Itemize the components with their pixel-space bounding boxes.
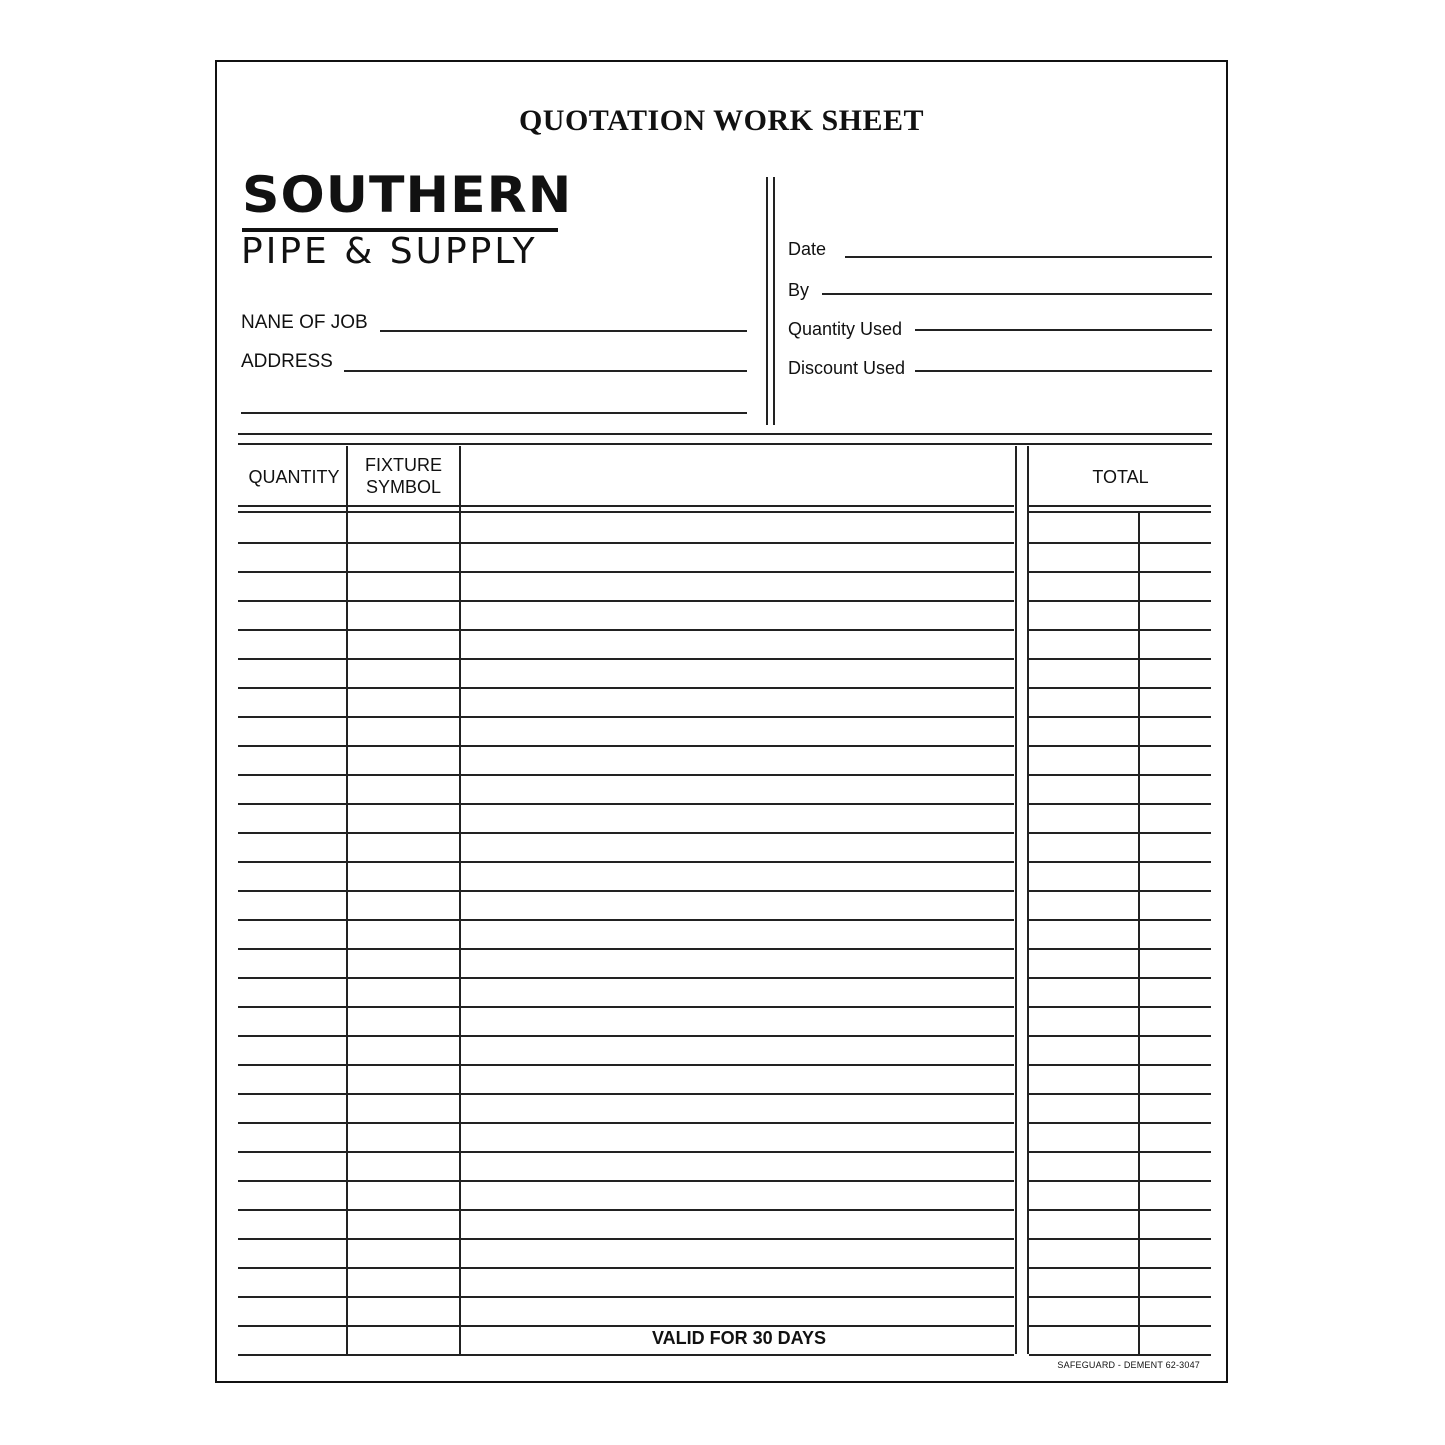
table-row-line	[238, 774, 1014, 776]
quotation-sheet	[215, 60, 1228, 1383]
table-top-rule-2	[238, 443, 1212, 445]
total-row-line	[1029, 803, 1211, 805]
total-row-line	[1029, 890, 1211, 892]
quantity-used-field[interactable]	[915, 329, 1212, 331]
table-row-line	[238, 919, 1014, 921]
sheet-title: QUOTATION WORK SHEET	[518, 104, 925, 137]
header-rule-1	[238, 505, 1014, 507]
fixture-symbol-header-line1: FIXTURE	[364, 455, 442, 475]
total-row-line	[1029, 1180, 1211, 1182]
date-label: Date	[788, 239, 827, 259]
date-field[interactable]	[845, 256, 1212, 258]
col-divider-total-cents	[1138, 513, 1140, 1354]
total-row-line	[1029, 745, 1211, 747]
total-row-line	[1029, 1296, 1211, 1298]
table-top-rule-1	[238, 433, 1212, 435]
total-row-line	[1029, 948, 1211, 950]
table-row-line	[238, 977, 1014, 979]
name-of-job-label: NANE OF JOB	[241, 312, 368, 333]
table-row-line	[238, 1267, 1014, 1269]
table-row-line	[238, 571, 1014, 573]
total-row-line	[1029, 658, 1211, 660]
quantity-used-label: Quantity Used	[788, 319, 903, 339]
total-row-line	[1029, 1093, 1211, 1095]
total-row-line	[1029, 1354, 1211, 1356]
total-header-rule-2	[1029, 511, 1211, 513]
table-row-line	[238, 629, 1014, 631]
header-rule-2	[238, 511, 1014, 513]
total-row-line	[1029, 571, 1211, 573]
col-divider-quantity	[346, 446, 348, 1354]
table-row-line	[238, 832, 1014, 834]
address-field-line2[interactable]	[241, 412, 747, 414]
total-row-line	[1029, 1064, 1211, 1066]
total-row-line	[1029, 832, 1211, 834]
by-label: By	[788, 280, 810, 300]
table-row-line	[238, 890, 1014, 892]
table-row-line	[238, 803, 1014, 805]
total-row-line	[1029, 1122, 1211, 1124]
total-row-line	[1029, 977, 1211, 979]
table-row-line	[238, 1325, 1014, 1327]
col-divider-desc-right	[1027, 446, 1029, 1354]
valid-note: VALID FOR 30 DAYS	[651, 1328, 827, 1348]
table-row-line	[238, 1035, 1014, 1037]
total-row-line	[1029, 1267, 1211, 1269]
total-row-line	[1029, 1325, 1211, 1327]
total-header-rule-1	[1029, 505, 1211, 507]
col-divider-fixture	[459, 446, 461, 1354]
name-of-job-field[interactable]	[380, 330, 747, 332]
table-row-line	[238, 542, 1014, 544]
table-row-line	[238, 1238, 1014, 1240]
total-row-line	[1029, 1035, 1211, 1037]
table-row-line	[238, 745, 1014, 747]
company-logo-tagline: PIPE & SUPPLY	[241, 231, 538, 272]
table-row-line	[238, 1151, 1014, 1153]
address-field[interactable]	[344, 370, 747, 372]
table-row-line	[238, 861, 1014, 863]
header-divider-left	[766, 177, 768, 425]
table-row-line	[238, 658, 1014, 660]
total-row-line	[1029, 716, 1211, 718]
table-row-line	[238, 600, 1014, 602]
by-field[interactable]	[822, 293, 1212, 295]
total-row-line	[1029, 774, 1211, 776]
quantity-header: QUANTITY	[248, 467, 340, 487]
table-row-line	[238, 1122, 1014, 1124]
table-row-line	[238, 1064, 1014, 1066]
total-row-line	[1029, 861, 1211, 863]
table-row-line	[238, 1296, 1014, 1298]
table-row-line	[238, 1006, 1014, 1008]
discount-used-field[interactable]	[915, 370, 1212, 372]
footer-code: SAFEGUARD - DEMENT 62-3047	[1057, 1360, 1200, 1370]
company-logo-name: SOUTHERN	[242, 166, 573, 224]
table-row-line	[238, 716, 1014, 718]
total-row-line	[1029, 1209, 1211, 1211]
total-row-line	[1029, 542, 1211, 544]
total-row-line	[1029, 1238, 1211, 1240]
discount-used-label: Discount Used	[788, 358, 906, 378]
total-row-line	[1029, 629, 1211, 631]
total-row-line	[1029, 919, 1211, 921]
table-row-line	[238, 1180, 1014, 1182]
table-row-line	[238, 1093, 1014, 1095]
fixture-symbol-header	[348, 455, 459, 498]
fixture-symbol-header-line2: SYMBOL	[365, 476, 442, 497]
total-row-line	[1029, 600, 1211, 602]
header-divider-right	[773, 177, 775, 425]
table-row-line	[238, 1209, 1014, 1211]
table-row-line	[238, 687, 1014, 689]
total-row-line	[1029, 1151, 1211, 1153]
table-row-line	[238, 948, 1014, 950]
total-header: TOTAL	[1092, 467, 1149, 487]
total-row-line	[1029, 687, 1211, 689]
address-label: ADDRESS	[241, 351, 333, 372]
total-row-line	[1029, 1006, 1211, 1008]
col-divider-desc-left	[1015, 446, 1017, 1354]
table-row-line	[238, 1354, 1014, 1356]
